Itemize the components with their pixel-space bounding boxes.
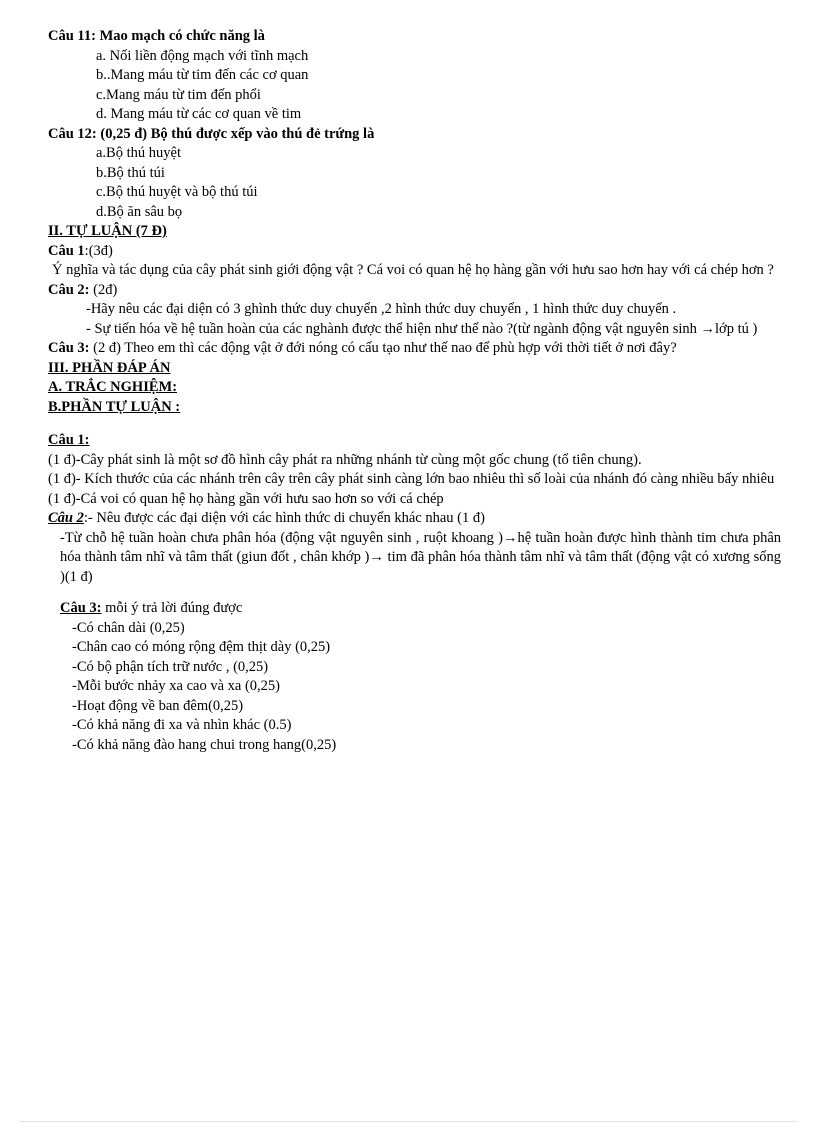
- question-12-title: Câu 12: (0,25 đ) Bộ thú được xếp vào thú đẻ trứng là: [48, 125, 375, 142]
- q11-option-d: d. Mang máu từ các cơ quan về tim: [96, 106, 302, 122]
- answer-1-label: Câu 1:: [48, 432, 90, 448]
- answer-3-text: mỗi ý trả lời đúng được: [101, 600, 243, 616]
- essay-q1-heading: [48, 242, 781, 262]
- answer-2-text: :- Nêu được các đại diện với các hình thức di chuyển khác nhau (1 đ): [83, 510, 485, 526]
- answer-part-a-heading: A. TRẮC NGHIỆM:: [48, 379, 178, 395]
- answer-3-item: -Có khả năng đào hang chui trong hang(0,25): [72, 736, 337, 753]
- q12-option-a: a.Bộ thú huyệt: [96, 145, 181, 161]
- page-bottom-border: [20, 1121, 796, 1122]
- q11-option-c: c.Mang máu từ tim đến phổi: [96, 86, 261, 103]
- essay-q2-points: (2đ): [89, 281, 118, 298]
- q12-option-c: c.Bộ thú huyệt và bộ thú túi: [96, 184, 258, 200]
- answer-3-item: -Có bộ phận tích trữ nước , (0,25): [72, 658, 269, 675]
- essay-q3: [48, 339, 781, 359]
- essay-q2-line-1: -Hãy nêu các đại diện có 3 ghình thức duy chuyển ,2 hình thức duy chuyển , 1 hình thức duy chuyển .: [86, 301, 677, 317]
- q11-option-a: a. Nối liền động mạch với tĩnh mạch: [96, 47, 309, 64]
- section-3-heading: III. PHẦN ĐÁP ÁN: [48, 359, 171, 376]
- answer-3-item: -Chân cao có móng rộng đệm thịt dày (0,25): [72, 639, 331, 655]
- essay-q1-points: :(3đ): [84, 242, 113, 259]
- essay-q1-text: Ý nghĩa và tác dụng của cây phát sinh giới động vật ? Cá voi có quan hệ họ hàng gần với hưu sao hơn hay với cá chép hơn ?: [52, 262, 774, 278]
- answer-3-item: -Có khả năng đi xa và nhìn khác (0.5): [72, 717, 292, 733]
- answer-3-item: -Hoạt động về ban đêm(0,25): [72, 697, 244, 714]
- answer-3-label: Câu 3:: [60, 600, 102, 616]
- q11-option-b: b..Mang máu từ tim đến các cơ quan: [96, 67, 309, 83]
- answer-2-heading: [48, 509, 781, 529]
- answer-2-line-2: -Từ chỗ hệ tuần hoàn chưa phân hóa (động vật nguyên sinh , ruột khoang )→hệ tuần hoàn được hình thành tim chưa phân hóa thành tâm nhĩ và tâm thất (giun đốt , chân khớp )→ tim đã phân hóa thành tâm nhĩ và tâm thất (động vật có xương sống )(1 đ): [60, 529, 781, 585]
- answer-part-b-heading: B.PHẦN TỰ LUẬN :: [48, 398, 181, 415]
- answer-1-line-1: (1 đ)-Cây phát sinh là một sơ đồ hình cây phát ra những nhánh từ cùng một gốc chung (tổ tiên chung).: [48, 451, 642, 468]
- q12-option-b: b.Bộ thú túi: [96, 164, 165, 181]
- section-2-heading: II. TỰ LUẬN (7 Đ): [48, 223, 167, 239]
- essay-q3-label: Câu 3:: [48, 340, 90, 356]
- answer-3-heading: [48, 599, 781, 619]
- answer-2-label: Câu 2: [48, 510, 84, 526]
- document-page: [48, 27, 781, 755]
- answer-3-item: -Mỗi bước nhảy xa cao và xa (0,25): [72, 678, 280, 694]
- answer-3-item: -Có chân dài (0,25): [72, 619, 185, 636]
- answer-1-line-2: (1 đ)- Kích thước của các nhánh trên cây trên cây phát sinh càng lớn bao nhiêu thì số loài của nhánh đó càng nhiều bấy nhiêu: [48, 471, 775, 487]
- essay-q2-heading: [48, 281, 781, 301]
- essay-q2-label: Câu 2:: [48, 281, 90, 298]
- q12-option-d: d.Bộ ăn sâu bọ: [96, 203, 183, 220]
- essay-q3-text: (2 đ) Theo em thì các động vật ở đới nóng có cấu tạo như thế nao để phù hợp với thời tiết ở nơi đây?: [89, 340, 677, 356]
- question-11-title: Câu 11: Mao mạch có chức năng là: [48, 28, 265, 44]
- essay-q1-label: Câu 1: [48, 242, 85, 259]
- answer-1-line-3: (1 đ)-Cá voi có quan hệ họ hàng gần với hưu sao hơn so với cá chép: [48, 490, 444, 507]
- essay-q2-line-2: - Sự tiến hóa về hệ tuần hoàn của các nghành được thể hiện như thế nào ?(từ ngành động vật nguyên sinh →lớp tú ): [86, 320, 758, 337]
